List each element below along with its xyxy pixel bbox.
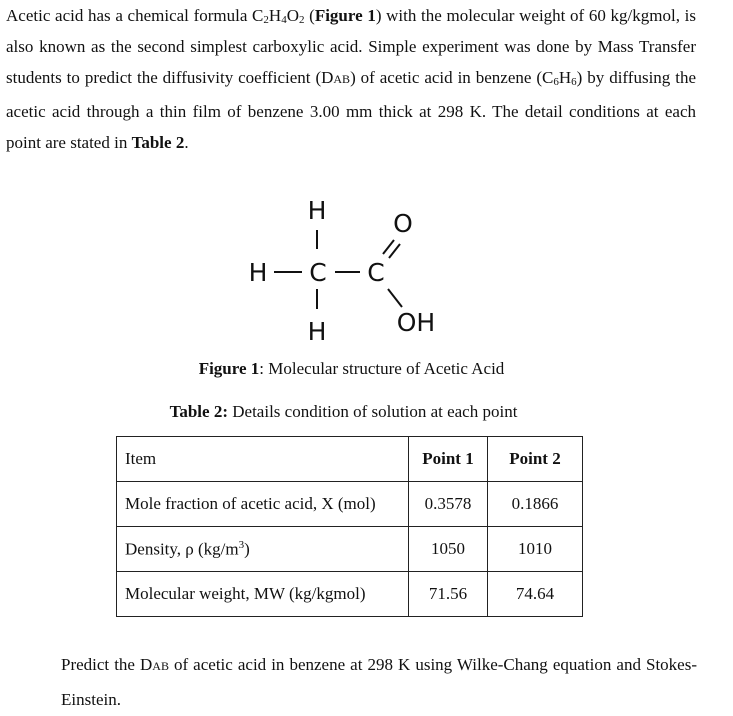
group-oh: OH: [396, 308, 436, 337]
atom-c1: C: [309, 258, 327, 287]
row-item: Density, ρ $(kg/m^3)$: [117, 527, 409, 572]
table-caption: Table 2: Details condition of solution at each point: [169, 402, 518, 421]
row-point-2: 0.1866: [488, 482, 583, 527]
table-row: [117, 482, 583, 527]
table-row: [117, 572, 583, 617]
atom-h-left: H: [248, 258, 268, 287]
atom-c2: C: [367, 258, 385, 287]
figure-caption: Figure 1: Molecular structure of Acetic Acid: [198, 359, 505, 378]
figure-reference: Figure 1: [314, 6, 376, 25]
header-point-1: Point 1: [409, 437, 488, 482]
bond-c-o-double-1: [383, 240, 394, 254]
row-point-2: 1010: [488, 527, 583, 572]
question-text: Predict the DAB of acetic acid in benzene at 298 K using Wilke-Chang equation and Stokes-Einstein.: [61, 655, 697, 709]
conditions-table: [116, 436, 583, 617]
row-point-1: 0.3578: [409, 482, 488, 527]
acetic-acid-structure: [238, 185, 448, 350]
atom-h-top: H: [307, 196, 327, 225]
row-point-2: 74.64: [488, 572, 583, 617]
header-point-2: Point 2: [488, 437, 583, 482]
table-reference: Table 2: [131, 132, 185, 152]
atom-o: O: [393, 209, 413, 238]
row-item: Molecular weight, MW (kg/kgmol): [117, 572, 409, 617]
table-row: [117, 527, 583, 572]
table-header-row: [117, 437, 583, 482]
header-item: Item: [117, 437, 409, 482]
bond-c-o-double-2: [389, 244, 400, 258]
row-point-1: 1050: [409, 527, 488, 572]
atom-h-bottom: H: [307, 317, 327, 346]
bond-c-oh: [388, 289, 402, 307]
intro-paragraph: Acetic acid has a chemical formula $C_2H_4O_2$ (Figure 1) with the molecular weight of 60 kg/kgmol, is also known as the second simplest carboxylic acid. Simple experiment was done by Mass Transfer students to predict the diffusivity coefficient (DAB) of acetic acid in benzene $(C_6H_6)$ by diffusing the acetic acid through a thin film of benzene 3.00 mm thick at 298 K. The detail conditions at each point are stated in Table 2.: [6, 6, 697, 152]
row-item: Mole fraction of acetic acid, X (mol): [117, 482, 409, 527]
row-point-1: 71.56: [409, 572, 488, 617]
